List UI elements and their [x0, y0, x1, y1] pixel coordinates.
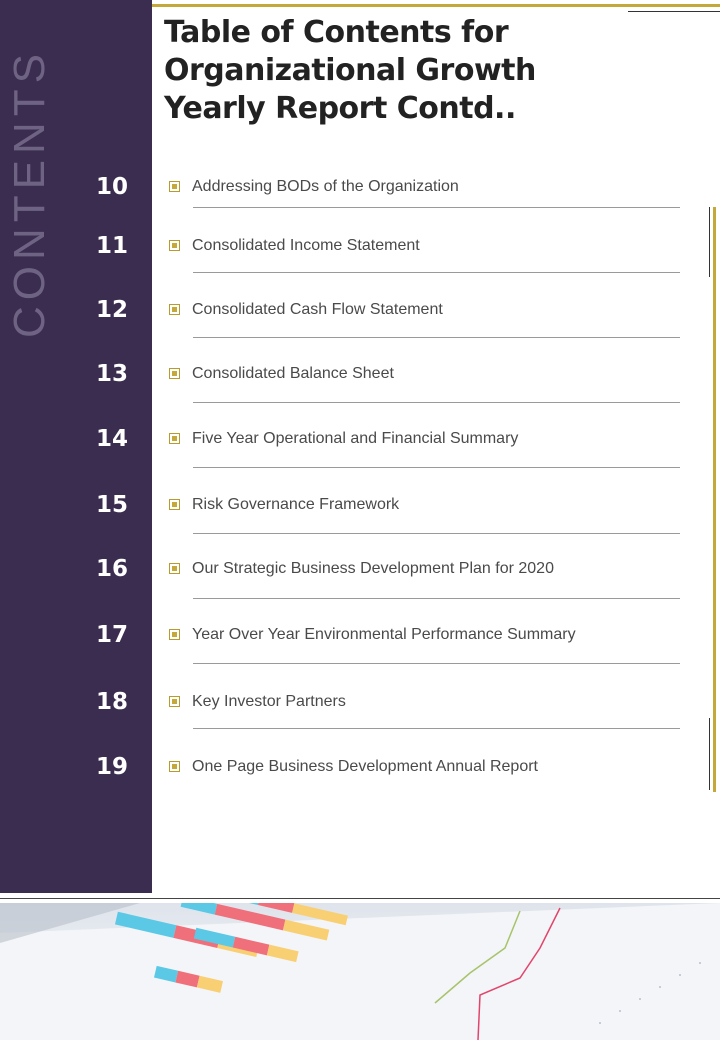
toc-number: 16	[96, 556, 129, 582]
square-bullet-icon	[169, 368, 180, 379]
toc-divider	[193, 533, 680, 534]
toc-label: Consolidated Balance Sheet	[192, 365, 394, 382]
contents-vertical-label: CONTENTS	[5, 48, 54, 338]
square-bullet-icon	[169, 563, 180, 574]
square-bullet-icon	[169, 181, 180, 192]
toc-number: 18	[96, 689, 129, 715]
toc-item[interactable]	[0, 491, 720, 531]
toc-number: 19	[96, 754, 129, 780]
toc-divider	[193, 598, 680, 599]
square-bullet-icon	[169, 304, 180, 315]
toc-label: Five Year Operational and Financial Summary	[192, 430, 519, 447]
square-bullet-icon	[169, 433, 180, 444]
bottom-divider	[0, 898, 720, 899]
toc-number: 17	[96, 622, 129, 648]
toc-item[interactable]	[0, 232, 720, 272]
top-dark-line	[628, 11, 720, 12]
toc-number: 14	[96, 426, 129, 452]
toc-number: 10	[96, 174, 129, 200]
toc-label: Key Investor Partners	[192, 693, 346, 710]
square-bullet-icon	[169, 696, 180, 707]
toc-label: Consolidated Income Statement	[192, 237, 420, 254]
toc-divider	[193, 402, 680, 403]
toc-item[interactable]	[0, 621, 720, 661]
toc-label: Risk Governance Framework	[192, 496, 400, 513]
toc-label: One Page Business Development Annual Report	[192, 758, 538, 775]
square-bullet-icon	[169, 761, 180, 772]
square-bullet-icon	[169, 240, 180, 251]
toc-divider	[193, 207, 680, 208]
toc-number: 12	[96, 297, 129, 323]
toc-number: 15	[96, 492, 129, 518]
page-title: Table of Contents for Organizational Growth Yearly Report Contd..	[164, 15, 536, 126]
toc-item[interactable]	[0, 425, 720, 465]
toc-divider	[193, 272, 680, 273]
toc-label: Year Over Year Environmental Performance Summary	[192, 626, 576, 643]
toc-label: Addressing BODs of the Organization	[192, 178, 459, 195]
business-chart-photo-icon	[0, 903, 720, 1040]
toc-item[interactable]	[0, 296, 720, 336]
business-chart-photo	[0, 903, 720, 1040]
toc-item[interactable]	[0, 360, 720, 400]
toc-item[interactable]	[0, 555, 720, 595]
top-accent-line	[152, 4, 720, 7]
toc-number: 11	[96, 233, 129, 259]
toc-divider	[193, 337, 680, 338]
toc-number: 13	[96, 361, 129, 387]
toc-item[interactable]	[0, 688, 720, 728]
toc-label: Our Strategic Business Development Plan for 2020	[192, 560, 554, 577]
toc-label: Consolidated Cash Flow Statement	[192, 301, 443, 318]
toc-item[interactable]	[0, 753, 720, 793]
toc-divider	[193, 467, 680, 468]
square-bullet-icon	[169, 499, 180, 510]
toc-divider	[193, 728, 680, 729]
square-bullet-icon	[169, 629, 180, 640]
toc-divider	[193, 663, 680, 664]
